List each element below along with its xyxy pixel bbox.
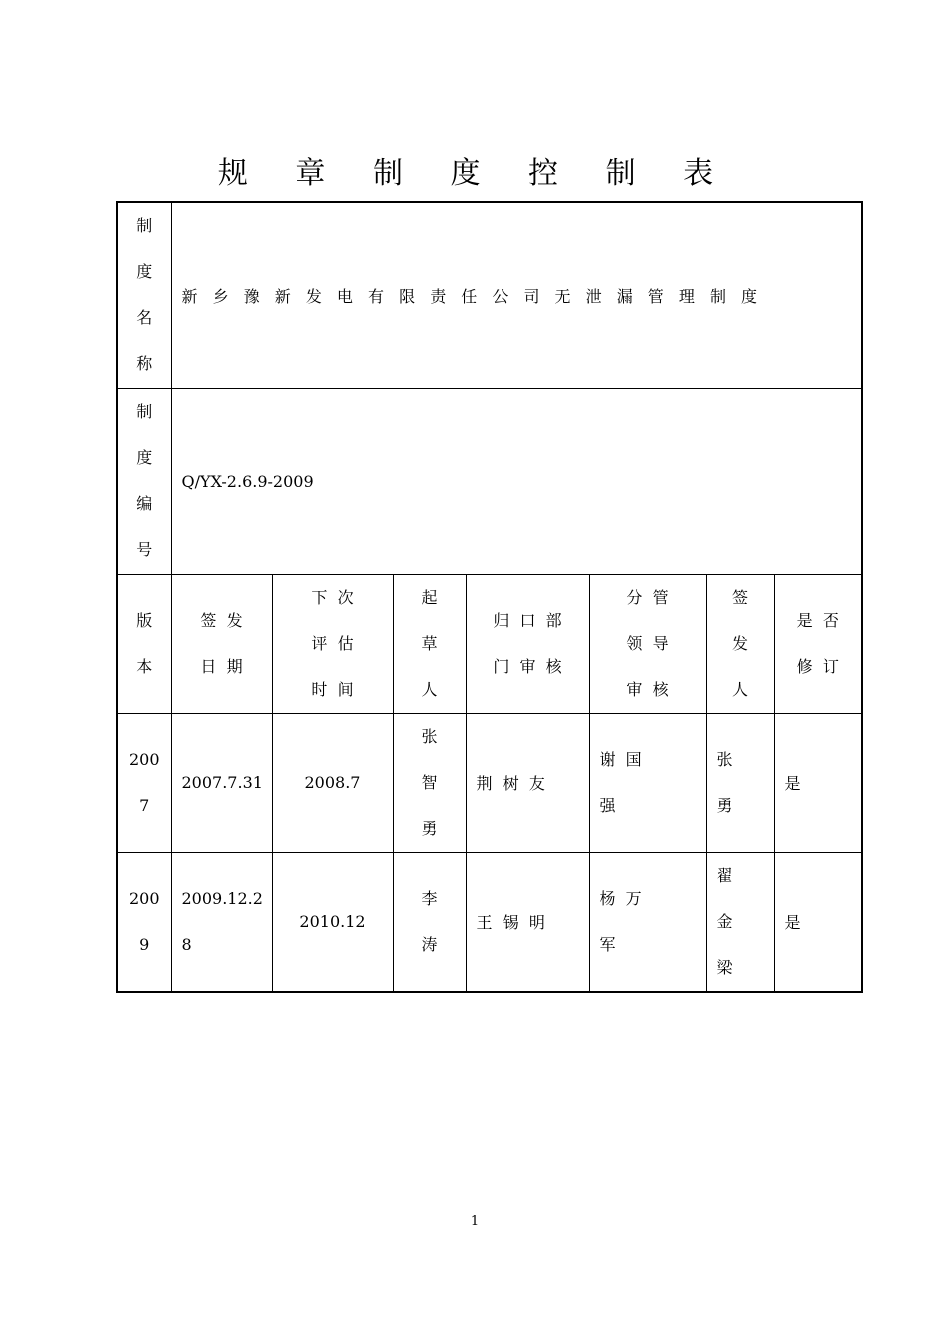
header-revised: 是 否 修 订 [774, 574, 862, 713]
table-row [117, 852, 862, 992]
page-title: 规 章 制 度 控 制 表 [217, 156, 733, 191]
code-label: 制 度 编 号 [117, 388, 171, 574]
record-leader-review: 谢 国 强 [589, 713, 706, 852]
control-table [116, 201, 863, 993]
record-issuer: 翟 金 梁 [706, 852, 774, 992]
header-issuer: 签 发 人 [706, 574, 774, 713]
code-row [117, 388, 862, 574]
record-issuer: 张 勇 [706, 713, 774, 852]
record-revised: 是 [774, 713, 862, 852]
record-issue-date: 2009.12.2 8 [171, 852, 272, 992]
record-drafter: 张 智 勇 [393, 713, 466, 852]
header-next-eval: 下 次 评 估 时 间 [272, 574, 393, 713]
code-value: Q/YX-2.6.9-2009 [171, 388, 862, 574]
record-next-eval: 2008.7 [272, 713, 393, 852]
record-issue-date: 2007.7.31 [171, 713, 272, 852]
record-dept-review: 荆 树 友 [466, 713, 589, 852]
record-drafter: 李 涛 [393, 852, 466, 992]
header-version: 版 本 [117, 574, 171, 713]
header-drafter: 起 草 人 [393, 574, 466, 713]
header-dept-review: 归 口 部 门 审 核 [466, 574, 589, 713]
header-row [117, 574, 862, 713]
name-value: 新 乡 豫 新 发 电 有 限 责 任 公 司 无 泄 漏 管 理 制 度 [171, 202, 862, 388]
record-next-eval: 2010.12 [272, 852, 393, 992]
record-revised: 是 [774, 852, 862, 992]
name-row [117, 202, 862, 388]
table-row [117, 713, 862, 852]
header-leader-review: 分 管 领 导 审 核 [589, 574, 706, 713]
record-leader-review: 杨 万 军 [589, 852, 706, 992]
record-version: 200 9 [117, 852, 171, 992]
record-version: 200 7 [117, 713, 171, 852]
header-issue-date: 签 发 日 期 [171, 574, 272, 713]
page-number: 1 [470, 1214, 480, 1229]
name-label: 制 度 名 称 [117, 202, 171, 388]
record-dept-review: 王 锡 明 [466, 852, 589, 992]
